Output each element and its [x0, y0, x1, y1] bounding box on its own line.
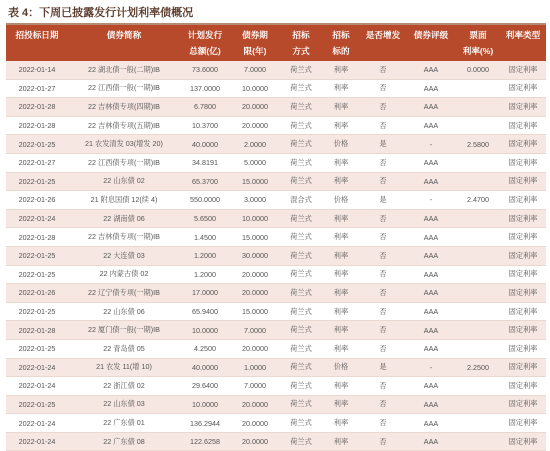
table-cell: 固定利率 — [500, 377, 546, 396]
table-cell: 2022-01-28 — [6, 321, 68, 340]
table-row — [6, 153, 546, 172]
table-cell: 7.0000 — [230, 377, 280, 396]
table-cell: 22 浙江债 02 — [68, 377, 180, 396]
column-header: 招标 — [322, 25, 360, 43]
table-cell: 10.0000 — [180, 321, 230, 340]
table-cell: 利率 — [322, 246, 360, 265]
table-cell: 7.0000 — [230, 61, 280, 79]
table-cell: 2022-01-28 — [6, 228, 68, 247]
table-row — [6, 339, 546, 358]
table-cell: 34.8191 — [180, 153, 230, 172]
column-header-line2 — [360, 43, 406, 61]
table-cell: 550.0000 — [180, 191, 230, 210]
table-cell: 价格 — [322, 135, 360, 154]
table-cell: 否 — [360, 377, 406, 396]
table-cell: 2022-01-24 — [6, 414, 68, 433]
table-cell: 3.0000 — [230, 191, 280, 210]
table-cell: 混合式 — [280, 191, 322, 210]
table-cell: 1.0000 — [230, 358, 280, 377]
table-row — [6, 377, 546, 396]
table-cell: 0.0000 — [456, 61, 500, 79]
table-cell: AAA — [406, 98, 456, 117]
table-cell: 137.0000 — [180, 79, 230, 98]
column-header: 是否增发 — [360, 25, 406, 43]
table-cell: AAA — [406, 228, 456, 247]
table-cell: 2022-01-25 — [6, 339, 68, 358]
table-cell: 1.2000 — [180, 265, 230, 284]
table-cell: 22 内蒙古债 02 — [68, 265, 180, 284]
table-cell: 否 — [360, 321, 406, 340]
column-header-line2: 方式 — [280, 43, 322, 61]
table-cell — [456, 172, 500, 191]
table-cell: AAA — [406, 321, 456, 340]
table-cell: 2022-01-26 — [6, 191, 68, 210]
table-cell: 22 厦门债一般(一期)IB — [68, 321, 180, 340]
table-cell: 固定利率 — [500, 79, 546, 98]
table-cell: 否 — [360, 432, 406, 451]
table-cell: 价格 — [322, 358, 360, 377]
table-cell — [456, 432, 500, 451]
table-cell — [456, 339, 500, 358]
table-cell: AAA — [406, 377, 456, 396]
table-cell: 荷兰式 — [280, 321, 322, 340]
table-cell: 价格 — [322, 191, 360, 210]
table-cell: 荷兰式 — [280, 172, 322, 191]
table-cell: 2.5800 — [456, 135, 500, 154]
table-cell: 2022-01-25 — [6, 172, 68, 191]
table-cell: 22 大连债 03 — [68, 246, 180, 265]
table-cell: 10.0000 — [230, 79, 280, 98]
table-cell: 2022-01-27 — [6, 79, 68, 98]
table-row — [6, 358, 546, 377]
table-cell: 15.0000 — [230, 172, 280, 191]
table-cell: 荷兰式 — [280, 209, 322, 228]
table-cell — [456, 284, 500, 303]
table-cell: AAA — [406, 414, 456, 433]
table-cell: AAA — [406, 395, 456, 414]
table-cell: 是 — [360, 191, 406, 210]
table-cell: AAA — [406, 79, 456, 98]
table-row — [6, 302, 546, 321]
table-cell: 22 山东债 06 — [68, 302, 180, 321]
table-cell: 利率 — [322, 153, 360, 172]
table-cell: AAA — [406, 116, 456, 135]
table-cell: 136.2944 — [180, 414, 230, 433]
table-row — [6, 61, 546, 79]
table-row — [6, 79, 546, 98]
table-cell: 利率 — [322, 432, 360, 451]
table-cell: 7.0000 — [230, 321, 280, 340]
table-cell: 利率 — [322, 61, 360, 79]
table-header — [6, 25, 546, 61]
table-cell: AAA — [406, 172, 456, 191]
table-row — [6, 321, 546, 340]
table-cell: 5.0000 — [230, 153, 280, 172]
table-cell: 固定利率 — [500, 265, 546, 284]
table-cell: 固定利率 — [500, 284, 546, 303]
table-cell — [456, 302, 500, 321]
table-cell: 10.0000 — [230, 209, 280, 228]
column-header: 债券期 — [230, 25, 280, 43]
table-cell: AAA — [406, 339, 456, 358]
table-cell: 22 吉林债专项(四期)IB — [68, 98, 180, 117]
column-header-line2 — [406, 43, 456, 61]
table-cell: 40.0000 — [180, 358, 230, 377]
table-cell: 荷兰式 — [280, 135, 322, 154]
table-cell: 15.0000 — [230, 302, 280, 321]
table-cell: 荷兰式 — [280, 339, 322, 358]
table-cell: 20.0000 — [230, 116, 280, 135]
table-cell: 15.0000 — [230, 228, 280, 247]
table-cell: 2022-01-25 — [6, 135, 68, 154]
column-header-line2 — [6, 43, 68, 61]
table-cell: 固定利率 — [500, 395, 546, 414]
table-cell: 20.0000 — [230, 432, 280, 451]
table-cell — [456, 153, 500, 172]
table-cell: 否 — [360, 414, 406, 433]
table-cell: 否 — [360, 153, 406, 172]
table-cell: - — [406, 135, 456, 154]
table-cell: 21 附息国债 12(续 4) — [68, 191, 180, 210]
table-cell: 固定利率 — [500, 414, 546, 433]
table-cell: AAA — [406, 265, 456, 284]
table-cell: 荷兰式 — [280, 153, 322, 172]
table-cell: 2022-01-25 — [6, 302, 68, 321]
table-cell: 利率 — [322, 414, 360, 433]
table-cell: 利率 — [322, 209, 360, 228]
column-header-line2: 总额(亿) — [180, 43, 230, 61]
table-cell: 2022-01-26 — [6, 284, 68, 303]
table-cell — [456, 209, 500, 228]
table-cell: 否 — [360, 116, 406, 135]
table-cell: 6.7800 — [180, 98, 230, 117]
table-cell: 否 — [360, 284, 406, 303]
table-cell: 固定利率 — [500, 61, 546, 79]
table-cell: AAA — [406, 432, 456, 451]
table-cell: 40.0000 — [180, 135, 230, 154]
table-cell: 荷兰式 — [280, 302, 322, 321]
table-cell: 22 湖南债 06 — [68, 209, 180, 228]
table-cell: 荷兰式 — [280, 98, 322, 117]
table-cell: 固定利率 — [500, 246, 546, 265]
table-cell: 21 农发 11(增 10) — [68, 358, 180, 377]
table-cell: 荷兰式 — [280, 358, 322, 377]
table-row — [6, 228, 546, 247]
table-cell: 2.4700 — [456, 191, 500, 210]
table-cell: 22 吉林债专项(五期)IB — [68, 116, 180, 135]
table-row — [6, 432, 546, 451]
table-cell: AAA — [406, 302, 456, 321]
column-header-line2: 标的 — [322, 43, 360, 61]
table-cell: 是 — [360, 358, 406, 377]
table-cell: 2022-01-24 — [6, 358, 68, 377]
table-cell: 荷兰式 — [280, 377, 322, 396]
table-cell: 固定利率 — [500, 116, 546, 135]
table-cell: 否 — [360, 61, 406, 79]
table-cell: 利率 — [322, 284, 360, 303]
table-body — [6, 61, 546, 451]
table-cell: 固定利率 — [500, 358, 546, 377]
table-cell — [456, 377, 500, 396]
table-cell: 利率 — [322, 116, 360, 135]
table-cell: 利率 — [322, 395, 360, 414]
table-cell: 利率 — [322, 79, 360, 98]
table-cell: 荷兰式 — [280, 265, 322, 284]
table-cell: 固定利率 — [500, 172, 546, 191]
table-cell: 否 — [360, 79, 406, 98]
table-cell: 固定利率 — [500, 228, 546, 247]
column-header: 债券简称 — [68, 25, 180, 43]
table-cell: 荷兰式 — [280, 414, 322, 433]
column-header: 计划发行 — [180, 25, 230, 43]
table-cell: - — [406, 358, 456, 377]
table-row — [6, 284, 546, 303]
table-cell: 否 — [360, 339, 406, 358]
table-cell: 30.0000 — [230, 246, 280, 265]
table-cell: 固定利率 — [500, 321, 546, 340]
table-row — [6, 135, 546, 154]
column-header: 票面 — [456, 25, 500, 43]
table-cell: 122.6258 — [180, 432, 230, 451]
table-cell — [456, 116, 500, 135]
table-cell — [456, 265, 500, 284]
table-row — [6, 395, 546, 414]
table-cell: 2022-01-28 — [6, 116, 68, 135]
table-cell: 29.6400 — [180, 377, 230, 396]
table-cell: 22 山东债 03 — [68, 395, 180, 414]
table-cell — [456, 98, 500, 117]
table-cell: 2022-01-28 — [6, 98, 68, 117]
table-cell: 2022-01-24 — [6, 209, 68, 228]
table-cell: 20.0000 — [230, 265, 280, 284]
table-cell: 2022-01-25 — [6, 246, 68, 265]
table-row — [6, 209, 546, 228]
table-cell: 1.4500 — [180, 228, 230, 247]
table-cell: 20.0000 — [230, 98, 280, 117]
table-cell: 荷兰式 — [280, 432, 322, 451]
table-cell: 20.0000 — [230, 414, 280, 433]
column-header: 利率类型 — [500, 25, 546, 43]
table-cell: 2022-01-25 — [6, 395, 68, 414]
table-cell: AAA — [406, 246, 456, 265]
table-cell: 荷兰式 — [280, 228, 322, 247]
bond-issuance-table — [6, 25, 546, 451]
table-cell: 22 湖北债一般(二期)IB — [68, 61, 180, 79]
table-cell: 否 — [360, 265, 406, 284]
table-cell: 荷兰式 — [280, 246, 322, 265]
table-cell: 22 青岛债 05 — [68, 339, 180, 358]
table-cell: 否 — [360, 98, 406, 117]
table-cell: 固定利率 — [500, 302, 546, 321]
table-cell: 利率 — [322, 377, 360, 396]
table-cell: 2022-01-24 — [6, 432, 68, 451]
table-cell: 荷兰式 — [280, 79, 322, 98]
table-cell: 22 广东债 01 — [68, 414, 180, 433]
column-header: 招标 — [280, 25, 322, 43]
table-cell: 22 吉林债专项(一期)IB — [68, 228, 180, 247]
table-cell: 否 — [360, 395, 406, 414]
table-cell: 固定利率 — [500, 191, 546, 210]
table-cell — [456, 321, 500, 340]
table-cell: 利率 — [322, 172, 360, 191]
table-cell: 荷兰式 — [280, 395, 322, 414]
table-cell: 利率 — [322, 302, 360, 321]
table-cell: 20.0000 — [230, 339, 280, 358]
table-cell: 固定利率 — [500, 339, 546, 358]
table-cell — [456, 79, 500, 98]
table-cell: 17.0000 — [180, 284, 230, 303]
table-cell: 利率 — [322, 228, 360, 247]
table-cell — [456, 395, 500, 414]
table-cell: 21 农发清发 03(增发 20) — [68, 135, 180, 154]
table-cell: 65.9400 — [180, 302, 230, 321]
table-cell: 荷兰式 — [280, 116, 322, 135]
table-cell: 65.3700 — [180, 172, 230, 191]
table-row — [6, 265, 546, 284]
column-header: 招投标日期 — [6, 25, 68, 43]
table-cell: 2.0000 — [230, 135, 280, 154]
table-cell: 否 — [360, 246, 406, 265]
table-cell: 73.6000 — [180, 61, 230, 79]
table-cell: 10.3700 — [180, 116, 230, 135]
table-row — [6, 172, 546, 191]
table-cell: 否 — [360, 209, 406, 228]
table-cell — [456, 228, 500, 247]
table-cell: AAA — [406, 209, 456, 228]
table-cell: 22 辽宁债专项(一期)IB — [68, 284, 180, 303]
table-cell: 22 江西债一般(一期)IB — [68, 79, 180, 98]
table-row — [6, 116, 546, 135]
column-header-line2 — [500, 43, 546, 61]
table-cell: 否 — [360, 302, 406, 321]
table-cell: 2022-01-27 — [6, 153, 68, 172]
column-header: 债券评级 — [406, 25, 456, 43]
table-cell: 利率 — [322, 321, 360, 340]
table-cell: 1.2000 — [180, 246, 230, 265]
table-cell: 利率 — [322, 339, 360, 358]
table-cell: 2.2500 — [456, 358, 500, 377]
table-cell: 10.0000 — [180, 395, 230, 414]
table-cell: 固定利率 — [500, 135, 546, 154]
table-cell: 否 — [360, 172, 406, 191]
table-cell: 利率 — [322, 265, 360, 284]
table-cell: - — [406, 191, 456, 210]
table-cell: 固定利率 — [500, 153, 546, 172]
table-cell: 固定利率 — [500, 209, 546, 228]
table-cell: AAA — [406, 284, 456, 303]
table-row — [6, 246, 546, 265]
table-cell: 20.0000 — [230, 395, 280, 414]
table-cell: 22 江西债专项(一期)IB — [68, 153, 180, 172]
table-row — [6, 98, 546, 117]
table-cell: 荷兰式 — [280, 61, 322, 79]
table-cell — [456, 246, 500, 265]
table-cell: 2022-01-14 — [6, 61, 68, 79]
table-cell: 荷兰式 — [280, 284, 322, 303]
table-cell: 固定利率 — [500, 432, 546, 451]
table-cell: 20.0000 — [230, 284, 280, 303]
column-header-line2: 限(年) — [230, 43, 280, 61]
column-header-line2: 利率(%) — [456, 43, 500, 61]
table-cell: 是 — [360, 135, 406, 154]
table-row — [6, 191, 546, 210]
table-cell: 5.6500 — [180, 209, 230, 228]
table-cell: 固定利率 — [500, 98, 546, 117]
table-cell: AAA — [406, 153, 456, 172]
table-cell: 2022-01-24 — [6, 377, 68, 396]
table-title: 表 4：下周已披露发行计划利率债概况 — [8, 7, 194, 19]
table-cell: 利率 — [322, 98, 360, 117]
table-cell: 2022-01-25 — [6, 265, 68, 284]
table-cell: 22 山东债 02 — [68, 172, 180, 191]
table-cell: AAA — [406, 61, 456, 79]
column-header-line2 — [68, 43, 180, 61]
table-cell: 22 广东债 08 — [68, 432, 180, 451]
table-cell: 4.2500 — [180, 339, 230, 358]
table-cell: 否 — [360, 228, 406, 247]
